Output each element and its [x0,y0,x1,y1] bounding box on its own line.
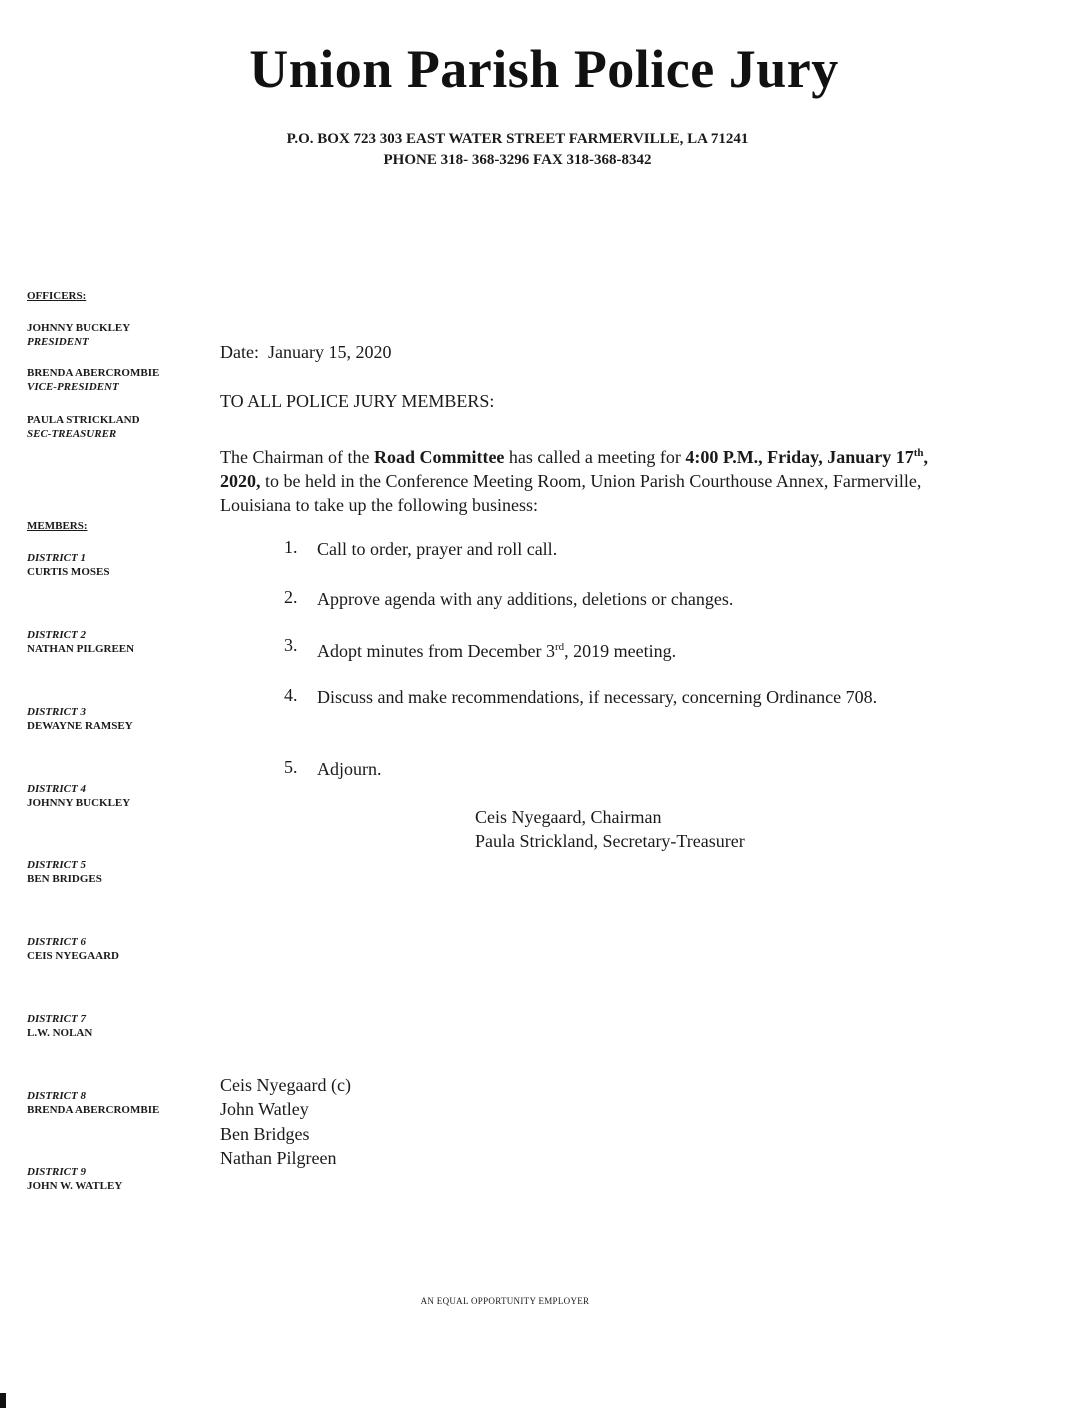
member-district: DISTRICT 8 [27,1090,86,1102]
member-district: DISTRICT 7 [27,1013,86,1025]
date-label: Date: [220,342,259,362]
cc-name: Ben Bridges [220,1124,310,1144]
intro-text: to be held in the Conference Meeting Room, Union Parish Courthouse Annex, Farmerville, Louisiana to take up the following business: [220,471,922,515]
officer-title: VICE-PRESIDENT [27,381,119,393]
member-name: NATHAN PILGREEN [27,643,135,655]
member-entry [27,1012,92,1040]
intro-text: The Chairman of the [220,447,374,467]
officer-entry [27,321,130,349]
member-entry [27,935,119,963]
officer-entry [27,366,159,394]
officer-name: BRENDA ABERCROMBIE [27,367,160,379]
member-entry [27,1165,122,1193]
agenda-number: 3. [284,635,298,655]
letterhead-title: Union Parish Police Jury [249,39,839,99]
member-district: DISTRICT 3 [27,706,86,718]
cc-name: John Watley [220,1099,309,1119]
footer-text: AN EQUAL OPPORTUNITY EMPLOYER [420,1296,590,1306]
member-entry [27,782,130,810]
signature-secretary: Paula Strickland, Secretary-Treasurer [475,831,745,851]
committee-name: Road Committee [373,447,505,467]
agenda-number: 2. [284,587,298,607]
officers-heading: OFFICERS: [27,290,87,302]
agenda-number: 5. [284,757,298,777]
member-entry [27,858,102,886]
letterhead-address: P.O. BOX 723 303 EAST WATER STREET FARMERVILLE, LA 71241 [286,131,749,147]
member-district: DISTRICT 5 [27,859,86,871]
member-entry [27,1089,159,1117]
member-entry [27,705,133,733]
date-value: January 15, 2020 [267,342,392,362]
salutation: TO ALL POLICE JURY MEMBERS: [220,391,495,411]
agenda-item: Approve agenda with any additions, deletions or changes. [317,589,734,609]
cc-name: Nathan Pilgreen [220,1148,337,1168]
member-name: JOHNNY BUCKLEY [27,797,131,809]
officer-entry [27,413,140,441]
cc-name: Ceis Nyegaard (c) [220,1075,351,1095]
date-line [220,340,391,364]
member-entry [27,628,134,656]
member-district: DISTRICT 2 [27,629,86,641]
agenda-item: Discuss and make recommendations, if necessary, concerning Ordinance 708. [317,687,878,707]
member-district: DISTRICT 4 [27,783,86,795]
agenda-number: 4. [284,685,298,705]
member-district: DISTRICT 1 [27,552,86,564]
member-name: L.W. NOLAN [27,1027,93,1039]
officer-name: PAULA STRICKLAND [27,414,140,426]
officer-title: SEC-TREASURER [27,428,117,440]
member-district: DISTRICT 6 [27,936,86,948]
agenda-item: Adopt minutes from December 3rd, 2019 meeting. [317,641,677,661]
agenda-item: Call to order, prayer and roll call. [317,539,558,559]
intro-paragraph [220,441,950,517]
officer-title: PRESIDENT [27,336,89,348]
member-name: JOHN W. WATLEY [27,1180,123,1192]
member-entry [27,551,109,579]
agenda-item: Adjourn. [317,759,382,779]
agenda-number: 1. [284,537,298,557]
meeting-date: January 17th, 2020, [220,447,928,491]
scan-edge-mark [0,1393,6,1408]
member-name: BRENDA ABERCROMBIE [27,1104,160,1116]
intro-text: has called a meeting for [504,447,686,467]
member-district: DISTRICT 9 [27,1166,86,1178]
member-name: BEN BRIDGES [27,873,102,885]
members-heading: MEMBERS: [27,520,88,532]
officer-name: JOHNNY BUCKLEY [27,322,131,334]
meeting-time: 4:00 P.M., Friday, [685,447,823,467]
member-name: DEWAYNE RAMSEY [27,720,133,732]
signature-chairman: Ceis Nyegaard, Chairman [475,807,662,827]
member-name: CEIS NYEGAARD [27,950,119,962]
letterhead-phone: PHONE 318- 368-3296 FAX 318-368-8342 [383,152,652,168]
member-name: CURTIS MOSES [27,566,110,578]
